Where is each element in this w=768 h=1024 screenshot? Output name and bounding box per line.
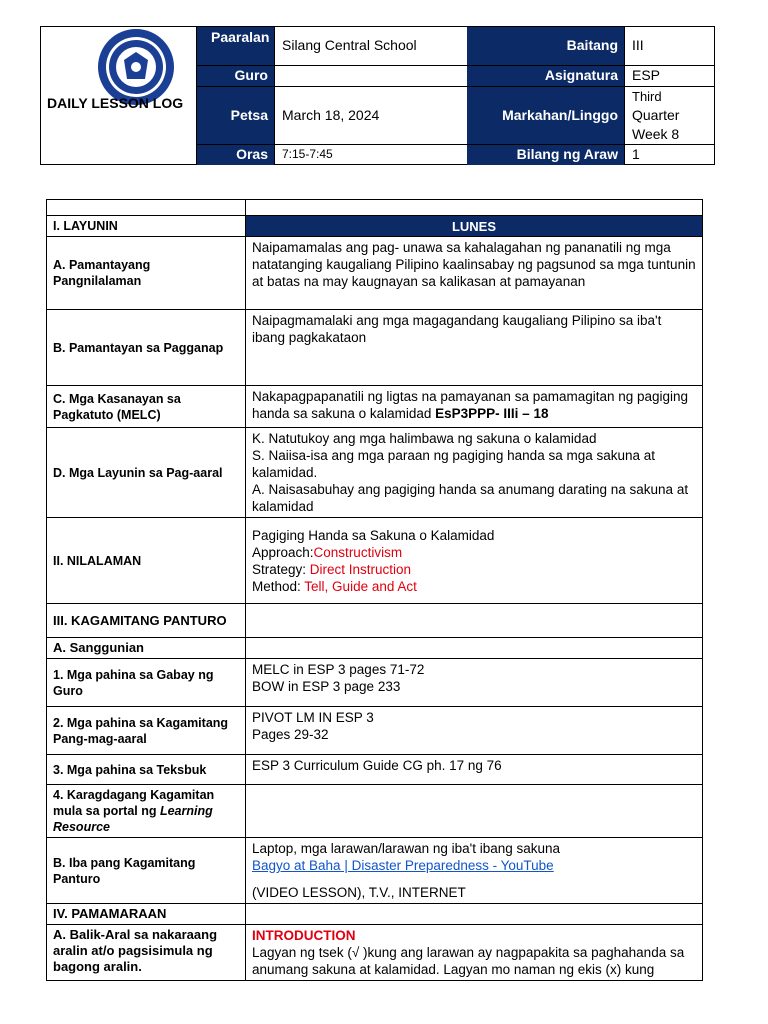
oras-label: Oras — [197, 145, 274, 165]
petsa-label: Petsa — [197, 87, 274, 144]
youtube-video-link[interactable]: Bagyo at Baha | Disaster Preparedness - YouTube — [252, 858, 554, 873]
kagamitang-mag-aaral-cell — [246, 707, 703, 755]
melc-cell — [246, 386, 703, 428]
baitang-value: III — [624, 27, 715, 65]
objective-k: K. Natutukoy ang mga halimbawa ng sakuna o kalamidad — [252, 431, 597, 446]
markahan-third: Third — [632, 89, 662, 104]
petsa-value: March 18, 2024 — [274, 87, 467, 144]
gabay-guro-label: 1. Mga pahina sa Gabay ng Guro — [47, 659, 246, 707]
layunin-pag-aaral-label: D. Mga Layunin sa Pag-aaral — [47, 428, 246, 518]
gabay-line-2: BOW in ESP 3 page 233 — [252, 679, 401, 694]
iba-line-1: Laptop, mga larawan/larawan ng iba't ibang sakuna — [252, 841, 561, 856]
empty-top-left — [47, 200, 246, 216]
pamantayan-pagganap-text: Naipagmamalaki ang mga magagandang kaugaliang Pilipino sa iba't ibang pagkakataon — [246, 310, 703, 386]
melc-label: C. Mga Kasanayan sa Pagkatuto (MELC) — [47, 386, 246, 428]
sanggunian-value — [246, 638, 703, 659]
asignatura-value: ESP — [624, 66, 715, 86]
header-table — [40, 26, 715, 165]
kagamitang-panturo-label: III. KAGAMITANG PANTURO — [47, 604, 246, 638]
teksbuk-text: ESP 3 Curriculum Guide CG ph. 17 ng 76 — [246, 755, 703, 785]
gabay-guro-cell — [246, 659, 703, 707]
markahan-quarter: Quarter — [632, 107, 680, 123]
method-line: Method: Tell, Guide and Act — [252, 578, 417, 594]
karagdagang-kagamitan-value — [246, 785, 703, 838]
markahan-value — [624, 87, 715, 144]
pamamaraan-value — [246, 904, 703, 925]
empty-top-right — [246, 200, 703, 216]
pamantayang-pangnilalaman-text: Naipamamalas ang pag- unawa sa kahalagahan ng pananatili ng mga natatanging kaugaliang Pilipino kaalinsabay ng pagsunod sa mga tuntunin at batas na may kaugnayan sa kalikasan at pamayanan — [246, 237, 703, 310]
guro-value — [274, 66, 467, 86]
balik-aral-cell — [246, 925, 703, 981]
kagamitang-mag-aaral-label: 2. Mga pahina sa Kagamitang Pang-mag-aaral — [47, 707, 246, 755]
nilalaman-label: II. NILALAMAN — [47, 518, 246, 604]
nilalaman-cell — [246, 518, 703, 604]
iba-line-2: (VIDEO LESSON), T.V., INTERNET — [252, 885, 466, 900]
iba-pang-kagamitan-label: B. Iba pang Kagamitang Panturo — [47, 838, 246, 904]
daily-lesson-log-title: DAILY LESSON LOG — [47, 95, 184, 111]
strategy-line: Strategy: Direct Instruction — [252, 561, 412, 577]
baitang-label: Baitang — [467, 27, 624, 65]
gabay-line-1: MELC in ESP 3 pages 71-72 — [252, 662, 425, 677]
pamamaraan-label: IV. PAMAMARAAN — [47, 904, 246, 925]
introduction-text: Lagyan ng tsek (√ )kung ang larawan ay nagpapakita sa paghahanda sa anumang sakuna at kalamidad. Lagyan mo naman ng ekis (x) kung — [252, 945, 685, 977]
pamantayang-pangnilalaman-label: A. Pamantayang Pangnilalaman — [47, 237, 246, 310]
bilang-label: Bilang ng Araw — [467, 145, 624, 165]
guro-label: Guro — [197, 66, 274, 86]
lunes-header: LUNES — [246, 216, 703, 237]
asignatura-label: Asignatura — [467, 66, 624, 86]
markahan-label: Markahan/Linggo — [467, 87, 624, 144]
iba-pang-kagamitan-cell — [246, 838, 703, 904]
markahan-week: Week 8 — [632, 126, 680, 142]
paaralan-label: Paaralan — [197, 27, 274, 65]
approach-line: Approach:Constructivism — [252, 544, 403, 560]
layunin-pag-aaral-cell — [246, 428, 703, 518]
sanggunian-label: A. Sanggunian — [47, 638, 246, 659]
logo-cell — [41, 27, 197, 165]
layunin-label: I. LAYUNIN — [47, 216, 246, 237]
objective-a: A. Naisasabuhay ang pagiging handa sa anumang darating na sakuna at kalamidad — [252, 482, 689, 514]
balik-aral-label: A. Balik-Aral sa nakaraang aralin at/o pagsisimula ng bagong aralin. — [47, 925, 246, 981]
teksbuk-label: 3. Mga pahina sa Teksbuk — [47, 755, 246, 785]
oras-value: 7:15-7:45 — [274, 145, 467, 165]
nilalaman-title: Pagiging Handa sa Sakuna o Kalamidad — [252, 527, 495, 543]
melc-text: Nakapagpapanatili ng ligtas na pamayanan sa pamamagitan ng pagiging handa sa sakuna o kalamidad — [252, 389, 689, 421]
karagdagang-kagamitan-label: 4. Karagdagang Kagamitan mula sa portal ng Learning Resource — [47, 785, 246, 838]
introduction-heading: INTRODUCTION — [252, 928, 356, 943]
kag-line-1: PIVOT LM IN ESP 3 — [252, 710, 374, 725]
kag-line-2: Pages 29-32 — [252, 727, 329, 742]
lesson-table — [46, 199, 703, 981]
bilang-value: 1 — [624, 145, 715, 165]
pamantayan-pagganap-label: B. Pamantayan sa Pagganap — [47, 310, 246, 386]
objective-s: S. Naiisa-isa ang mga paraan ng pagiging handa sa mga sakuna at kalamidad. — [252, 448, 656, 480]
melc-code: EsP3PPP- IIIi – 18 — [435, 406, 549, 421]
kagamitang-panturo-value — [246, 604, 703, 638]
paaralan-value: Silang Central School — [274, 27, 467, 65]
